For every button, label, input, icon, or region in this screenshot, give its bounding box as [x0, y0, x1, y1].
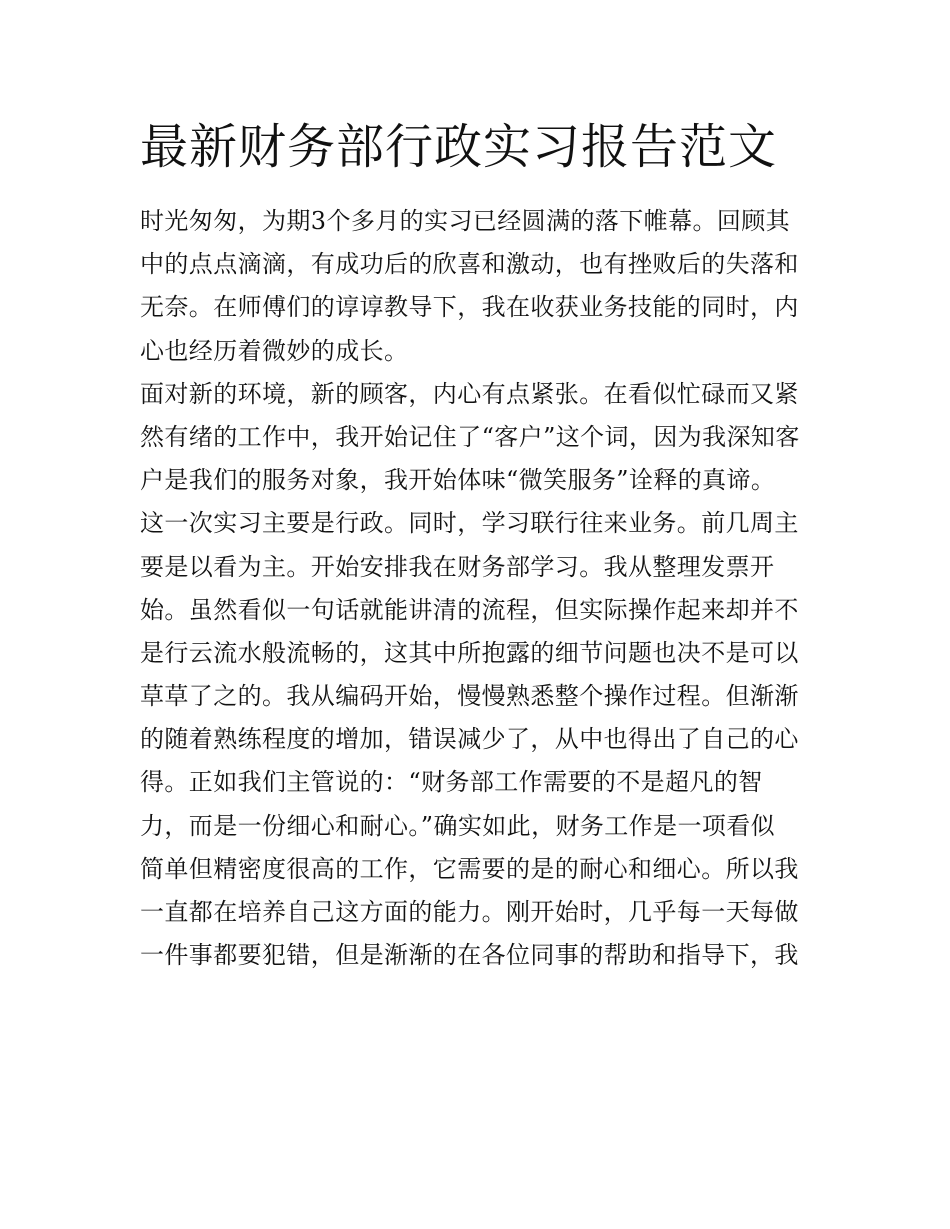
body-line: 心也经历着微妙的成长。 — [140, 336, 409, 365]
body-line: 面对新的环境，新的顾客，内心有点紧张。在看似忙碌而又紧 — [140, 379, 799, 408]
body-line: 然有绪的工作中，我开始记住了“客户”这个词，因为我深知客 — [140, 422, 800, 451]
body-line: 一直都在培养自己这方面的能力。刚开始时，几乎每一天每做 — [140, 898, 799, 926]
body-line: 这一次实习主要是行政。同时，学习联行往来业务。前几周主 — [140, 509, 799, 538]
body-line: 中的点点滴滴，有成功后的欣喜和激动，也有挫败后的失落和 — [140, 250, 799, 279]
body-line: 简单但精密度很高的工作，它需要的是的耐心和细心。所以我 — [140, 854, 799, 883]
body-line: 一件事都要犯错，但是渐渐的在各位同事的帮助和指导下，我 — [140, 941, 799, 970]
body-line: 得。正如我们主管说的：“财务部工作需要的不是超凡的智 — [140, 768, 763, 797]
body-line: 始。虽然看似一句话就能讲清的流程，但实际操作起来却并不 — [140, 595, 799, 624]
body-line: 力，而是一份细心和耐心。”确实如此，财务工作是一项看似 — [140, 811, 776, 840]
body-line: 是行云流水般流畅的，这其中所抱露的细节问题也决不是可以 — [140, 638, 799, 667]
body-line: 的随着熟练程度的增加，错误减少了，从中也得出了自己的心 — [140, 725, 799, 754]
document-title: 最新财务部行政实习报告范文 — [140, 119, 778, 175]
body-line: 无奈。在师傅们的谆谆教导下，我在收获业务技能的同时，内 — [140, 293, 799, 322]
body-line: 户是我们的服务对象，我开始体味“微笑服务”诠释的真谛。 — [140, 466, 776, 495]
body-line: 时光匆匆，为期3个多月的实习已经圆满的落下帷幕。回顾其 — [140, 207, 791, 235]
document-body — [140, 200, 830, 977]
body-line: 要是以看为主。开始安排我在财务部学习。我从整理发票开 — [140, 552, 775, 581]
body-line: 草草了之的。我从编码开始，慢慢熟悉整个操作过程。但渐渐 — [140, 682, 799, 711]
